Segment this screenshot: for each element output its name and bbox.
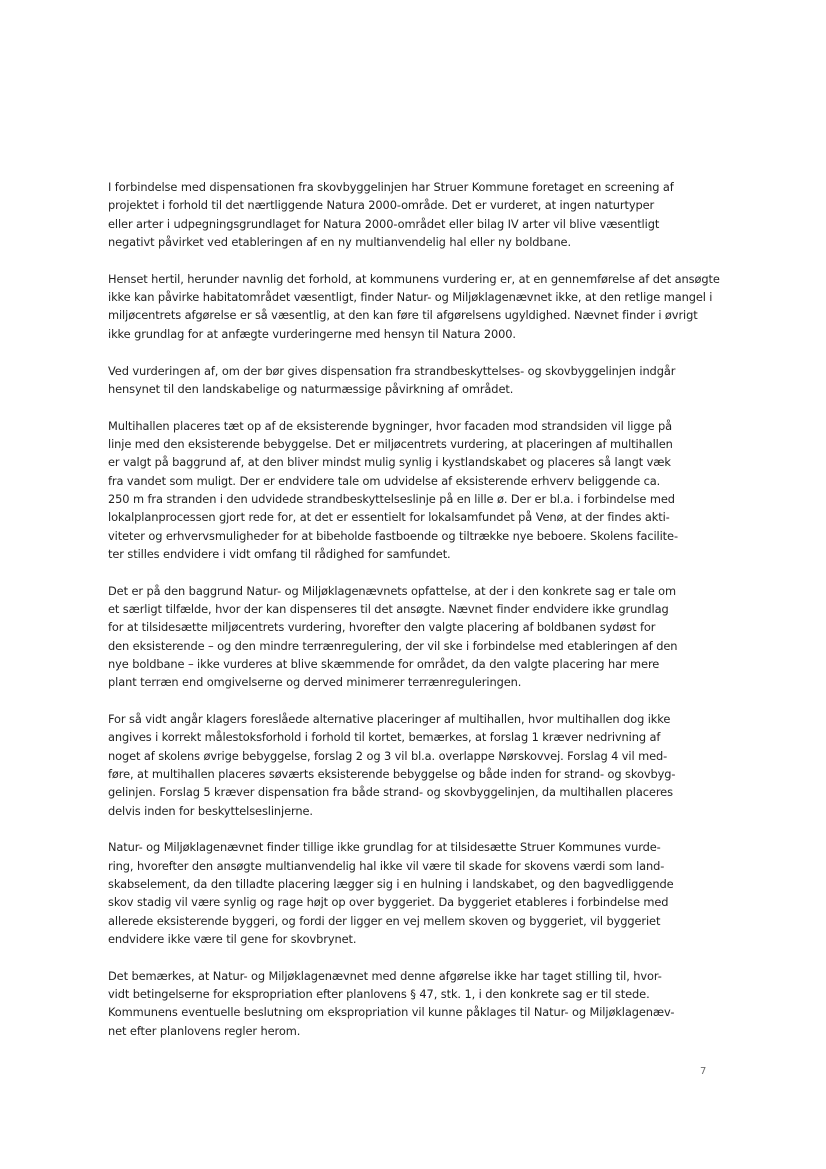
text-line: den eksisterende – og den mindre terrænregulering, der vil ske i forbindelse med etableringen af den <box>108 638 678 653</box>
paragraph-alternative-placements <box>108 710 710 820</box>
text-line: ikke kan påvirke habitatområdet væsentligt, finder Natur- og Miljøklagenævnet ikke, at den retlige mangel i <box>108 290 713 305</box>
paragraph-natura-screening <box>108 178 710 251</box>
text-line: vidt betingelserne for ekspropriation efter planlovens § 47, stk. 1, i den konkrete sag er til stede. <box>108 987 650 1002</box>
text-line: miljøcentrets afgørelse er så væsentlig, at den kan føre til afgørelsens ugyldighed. Nævnet finder i øvrigt <box>108 308 698 323</box>
page-number: 7 <box>700 1066 707 1077</box>
text-line: delvis inden for beskyttelseslinjerne. <box>108 803 313 818</box>
text-line: I forbindelse med dispensationen fra skovbyggelinjen har Struer Kommune foretaget en screening af <box>108 180 674 194</box>
text-line: Det er på den baggrund Natur- og Miljøklagenævnets opfattelse, at der i den konkrete sag er tale om <box>108 583 677 598</box>
text-line: For så vidt angår klagers foreslåede alternative placeringer af multihallen, hvor multihallen dog ikke <box>108 712 671 727</box>
document-body <box>108 178 720 1040</box>
paragraph-expropriation-note <box>108 967 710 1040</box>
text-line: Multihallen placeres tæt op af de eksisterende bygninger, hvor facaden mod strandsiden vil ligge på <box>108 418 673 433</box>
text-line: Natur- og Miljøklagenævnet finder tillige ikke grundlag for at tilsidesætte Struer Kommunes vurde- <box>108 840 661 855</box>
text-line: Det bemærkes, at Natur- og Miljøklagenævnet med denne afgørelse ikke har taget stilling til, hvor- <box>108 968 662 983</box>
text-line: endvidere ikke være til gene for skovbrynet. <box>108 931 357 946</box>
text-line: Kommunens eventuelle beslutning om ekspropriation vil kunne påklages til Natur- og Miljøklagenæv- <box>108 1005 675 1020</box>
text-line: hensynet til den landskabelige og naturmæssige påvirkning af området. <box>108 381 514 396</box>
paragraph-multihall-placement <box>108 417 710 563</box>
text-line: eller arter i udpegningsgrundlaget for Natura 2000-området eller bilag IV arter vil blive væsentligt <box>108 216 660 231</box>
text-line: linje med den eksisterende bebyggelse. Det er miljøcentrets vurdering, at placeringen af multihallen <box>108 437 673 452</box>
text-line: angives i korrekt målestoksforhold i forhold til kortet, bemærkes, at forslag 1 kræver nedrivning af <box>108 730 661 745</box>
text-line: skov stadig vil være synlig og rage højt op over byggeriet. Da byggeriet etableres i forbindelse med <box>108 895 669 910</box>
text-line: ring, hvorefter den ansøgte multianvendelig hal ikke vil være til skade for skovens værdi som land- <box>108 858 665 873</box>
text-line: viteter og erhvervsmuligheder for at bibeholde fastboende og tiltrække nye beboere. Skolens facilite- <box>108 528 678 543</box>
text-line: gelinjen. Forslag 5 kræver dispensation fra både strand- og skovbyggelinjen, da multihallen placeres <box>108 785 673 800</box>
text-line: net efter planlovens regler herom. <box>108 1023 301 1038</box>
paragraph-special-case <box>108 582 710 692</box>
text-line: lokalplanprocessen gjort rede for, at det er essentielt for lokalsamfundet på Venø, at der findes akti- <box>108 510 670 525</box>
text-line: plant terræn end omgivelserne og derved minimerer terrænreguleringen. <box>108 675 522 690</box>
text-line: nye boldbane – ikke vurderes at blive skæmmende for området, da den valgte placering har mere <box>108 656 660 671</box>
text-line: ikke grundlag for at anfægte vurderingerne med hensyn til Natura 2000. <box>108 326 516 341</box>
text-line: negativt påvirket ved etableringen af en ny multianvendelig hal eller ny boldbane. <box>108 234 571 249</box>
text-line: et særligt tilfælde, hvor der kan dispenseres til det ansøgte. Nævnet finder endvidere ikke grundlag <box>108 602 669 617</box>
text-line: ter stilles endvidere i vidt omfang til rådighed for samfundet. <box>108 546 451 561</box>
text-line: Ved vurderingen af, om der bør gives dispensation fra strandbeskyttelses- og skovbyggelinjen indgår <box>108 363 676 378</box>
text-line: Henset hertil, herunder navnlig det forhold, at kommunens vurdering er, at en gennemførelse af det ansøgte <box>108 271 720 286</box>
paragraph-dispensation-criteria <box>108 362 710 399</box>
text-line: 250 m fra stranden i den udvidede strandbeskyttelseslinje på en lille ø. Der er bl.a. i forbindelse med <box>108 491 675 506</box>
paragraph-habitat-assessment <box>108 270 720 343</box>
text-line: skabselement, da den tilladte placering lægger sig i en hulning i landskabet, og den bagvedliggende <box>108 877 674 892</box>
text-line: fra vandet som muligt. Der er endvidere tale om udvidelse af eksisterende erhverv beliggende ca. <box>108 473 661 488</box>
text-line: føre, at multihallen placeres søværts eksisterende bebyggelse og både inden for strand- og skovbyg- <box>108 766 676 781</box>
text-line: for at tilsidesætte miljøcentrets vurdering, hvorefter den valgte placering af boldbanen sydøst for <box>108 620 656 635</box>
text-line: allerede eksisterende byggeri, og fordi der ligger en vej mellem skoven og byggeriet, vil byggeriet <box>108 913 661 928</box>
paragraph-forest-assessment <box>108 838 710 948</box>
text-line: noget af skolens øvrige bebyggelse, forslag 2 og 3 vil bl.a. overlappe Nørskovvej. Forslag 4 vil med- <box>108 748 668 763</box>
text-line: er valgt på baggrund af, at den bliver mindst mulig synlig i kystlandskabet og placeres så langt væk <box>108 455 671 470</box>
text-line: projektet i forhold til det nærtliggende Natura 2000-område. Det er vurderet, at ingen naturtyper <box>108 198 655 213</box>
